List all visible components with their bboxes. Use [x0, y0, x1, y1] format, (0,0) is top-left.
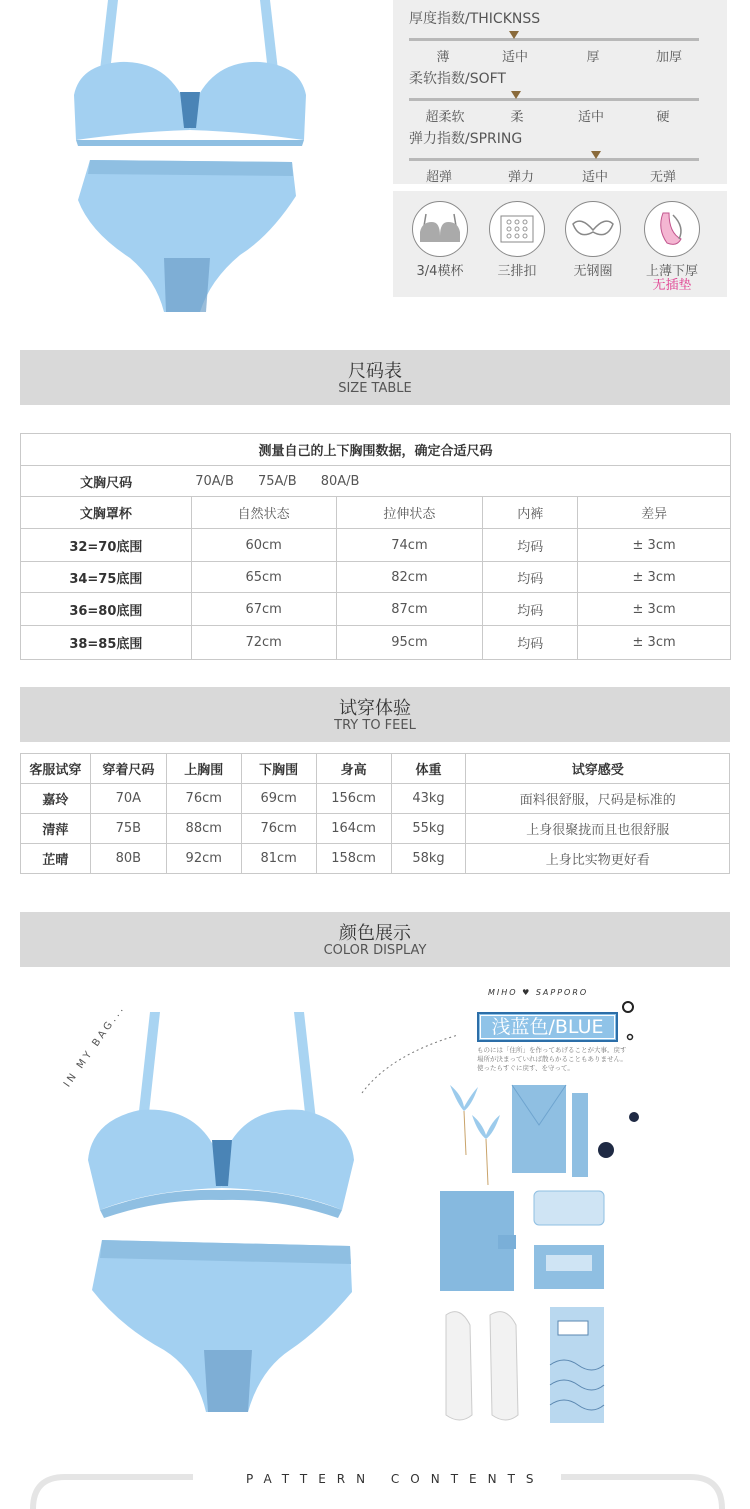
spec-option: 超柔软 — [425, 110, 465, 125]
size-table-caption: 测量自己的上下胸围数据，确定合适尺码 — [21, 434, 731, 466]
wire-free-icon — [565, 201, 621, 257]
table-header-cell: 内裤 — [483, 497, 578, 529]
table-cell: 67cm — [191, 593, 336, 626]
product-top-section — [0, 0, 750, 330]
spec-option: 柔 — [510, 110, 524, 125]
section-title-en: TRY TO FEEL — [334, 718, 416, 733]
table-cell: 156cm — [316, 784, 391, 814]
cup-34-icon — [412, 201, 468, 257]
feature-label: 3/4模杯 — [416, 264, 464, 279]
spec-marker-icon — [591, 151, 601, 159]
table-header-cell: 体重 — [391, 754, 466, 784]
table-cell: 清萍 — [21, 814, 91, 844]
section-title-en: COLOR DISPLAY — [323, 943, 427, 958]
table-cell: 均码 — [483, 562, 578, 593]
spec-scale-line — [409, 158, 699, 161]
color-name-badge: 浅蓝色/BLUE — [477, 1012, 618, 1042]
table-cell: 上身很聚拢而且也很舒服 — [466, 814, 730, 844]
feature-item — [553, 201, 633, 279]
table-header-cell: 自然状态 — [191, 497, 336, 529]
table-header-cell: 文胸罩杯 — [21, 497, 192, 529]
table-cell: 75B — [90, 814, 166, 844]
try-table — [20, 753, 730, 874]
table-cell: 72cm — [191, 626, 336, 660]
table-cell: 88cm — [166, 814, 241, 844]
table-cell: 76cm — [241, 814, 316, 844]
table-cell: ± 3cm — [578, 562, 731, 593]
table-cell: 43kg — [391, 784, 466, 814]
table-cell: ± 3cm — [578, 529, 731, 562]
table-cell: 65cm — [191, 562, 336, 593]
table-cell: 均码 — [483, 593, 578, 626]
size-value: 75A/B — [257, 473, 297, 489]
table-cell: 70A — [90, 784, 166, 814]
table-cell: 34=75底围 — [21, 562, 192, 593]
feature-label: 无钢圈 — [573, 264, 613, 279]
spec-scale-line — [409, 38, 699, 41]
table-header-cell: 客服试穿 — [21, 754, 91, 784]
spec-elasticity — [409, 128, 709, 188]
color-product-image — [80, 1010, 360, 1420]
table-cell: 55kg — [391, 814, 466, 844]
spec-scale-line — [409, 98, 699, 101]
table-cell: 76cm — [166, 784, 241, 814]
table-cell: 均码 — [483, 529, 578, 562]
table-cell: 36=80底围 — [21, 593, 192, 626]
color-display-area — [0, 975, 750, 1445]
spec-title: 弹力指数/SPRING — [409, 131, 523, 147]
table-header-cell: 上胸围 — [166, 754, 241, 784]
spec-option: 超弹 — [425, 170, 452, 185]
spec-softness — [409, 68, 709, 128]
table-cell: 上身比实物更好看 — [466, 844, 730, 874]
table-row — [21, 562, 731, 593]
size-table — [20, 433, 731, 660]
feature-sublabel: 无插垫 — [652, 278, 692, 293]
feature-item — [400, 201, 480, 279]
table-row — [21, 626, 731, 660]
table-row — [21, 844, 730, 874]
spec-option: 加厚 — [655, 50, 682, 65]
table-cell: 69cm — [241, 784, 316, 814]
table-cell: 58kg — [391, 844, 466, 874]
table-header-cell: 下胸围 — [241, 754, 316, 784]
spec-title: 厚度指数/THICKNSS — [409, 11, 541, 27]
color-display-header — [20, 912, 730, 967]
flatlay-accessories-image — [360, 995, 660, 1435]
feature-label: 三排扣 — [497, 264, 537, 279]
table-header-cell: 差异 — [578, 497, 731, 529]
spec-option: 厚 — [586, 50, 600, 65]
table-cell: ± 3cm — [578, 593, 731, 626]
try-table-header — [20, 687, 730, 742]
spec-option: 适中 — [577, 110, 604, 125]
in-my-bag-text: IN MY BAG... — [62, 1002, 128, 1090]
table-cell: 38=85底围 — [21, 626, 192, 660]
spec-marker-icon — [509, 31, 519, 39]
table-cell: 81cm — [241, 844, 316, 874]
table-cell: ± 3cm — [578, 626, 731, 660]
product-bra-panty-image — [60, 0, 320, 320]
table-cell: 80B — [90, 844, 166, 874]
size-value: 80A/B — [320, 473, 360, 489]
spec-index-panel — [393, 0, 727, 184]
table-header-cell: 身高 — [316, 754, 391, 784]
three-hook-icon — [489, 201, 545, 257]
section-title-cn: 颜色展示 — [339, 923, 411, 944]
section-title-en: SIZE TABLE — [338, 381, 412, 396]
pattern-contents-header — [0, 1465, 750, 1509]
spec-thickness — [409, 8, 709, 68]
feature-icons-panel — [393, 191, 727, 297]
table-cell: 均码 — [483, 626, 578, 660]
size-label: 文胸尺码 — [21, 466, 192, 497]
table-cell: 95cm — [336, 626, 483, 660]
feature-item — [477, 201, 557, 279]
size-value: 70A/B — [195, 473, 234, 489]
spec-option: 适中 — [581, 170, 608, 185]
feature-item — [632, 201, 712, 293]
section-title-cn: 试穿体验 — [339, 698, 411, 719]
table-cell: 芷晴 — [21, 844, 91, 874]
pattern-contents-title: PATTERN CONTENTS — [246, 1472, 545, 1486]
table-header-cell: 拉伸状态 — [336, 497, 483, 529]
table-header-cell: 穿着尺码 — [90, 754, 166, 784]
spec-option: 弹力 — [507, 170, 534, 185]
table-row — [21, 529, 731, 562]
brand-line: MIHO ♥ SAPPORO — [488, 988, 589, 997]
feature-label: 上薄下厚 — [645, 264, 698, 279]
table-header-cell: 试穿感受 — [466, 754, 730, 784]
spec-option: 无弹 — [649, 170, 676, 185]
table-cell: 60cm — [191, 529, 336, 562]
spec-option: 硬 — [656, 110, 670, 125]
table-row — [21, 814, 730, 844]
table-cell: 164cm — [316, 814, 391, 844]
table-cell: 82cm — [336, 562, 483, 593]
table-cell: 74cm — [336, 529, 483, 562]
table-cell: 嘉玲 — [21, 784, 91, 814]
section-title-cn: 尺码表 — [348, 361, 402, 382]
spec-marker-icon — [511, 91, 521, 99]
size-list — [191, 466, 730, 497]
table-cell: 32=70底围 — [21, 529, 192, 562]
thin-top-thick-bottom-icon — [644, 201, 700, 257]
japanese-caption: ものには「住所」を作ってあげることが大事。戻す場所が決まっていれば散らかることもありません。使ったらすぐに戻す、を守って。 — [477, 1046, 627, 1072]
table-cell: 158cm — [316, 844, 391, 874]
spec-title: 柔软指数/SOFT — [409, 71, 506, 87]
size-table-header — [20, 350, 730, 405]
table-cell: 92cm — [166, 844, 241, 874]
spec-option: 适中 — [501, 50, 528, 65]
table-row — [21, 593, 731, 626]
table-row — [21, 784, 730, 814]
table-cell: 面料很舒服，尺码是标准的 — [466, 784, 730, 814]
table-cell: 87cm — [336, 593, 483, 626]
spec-option: 薄 — [436, 50, 450, 65]
